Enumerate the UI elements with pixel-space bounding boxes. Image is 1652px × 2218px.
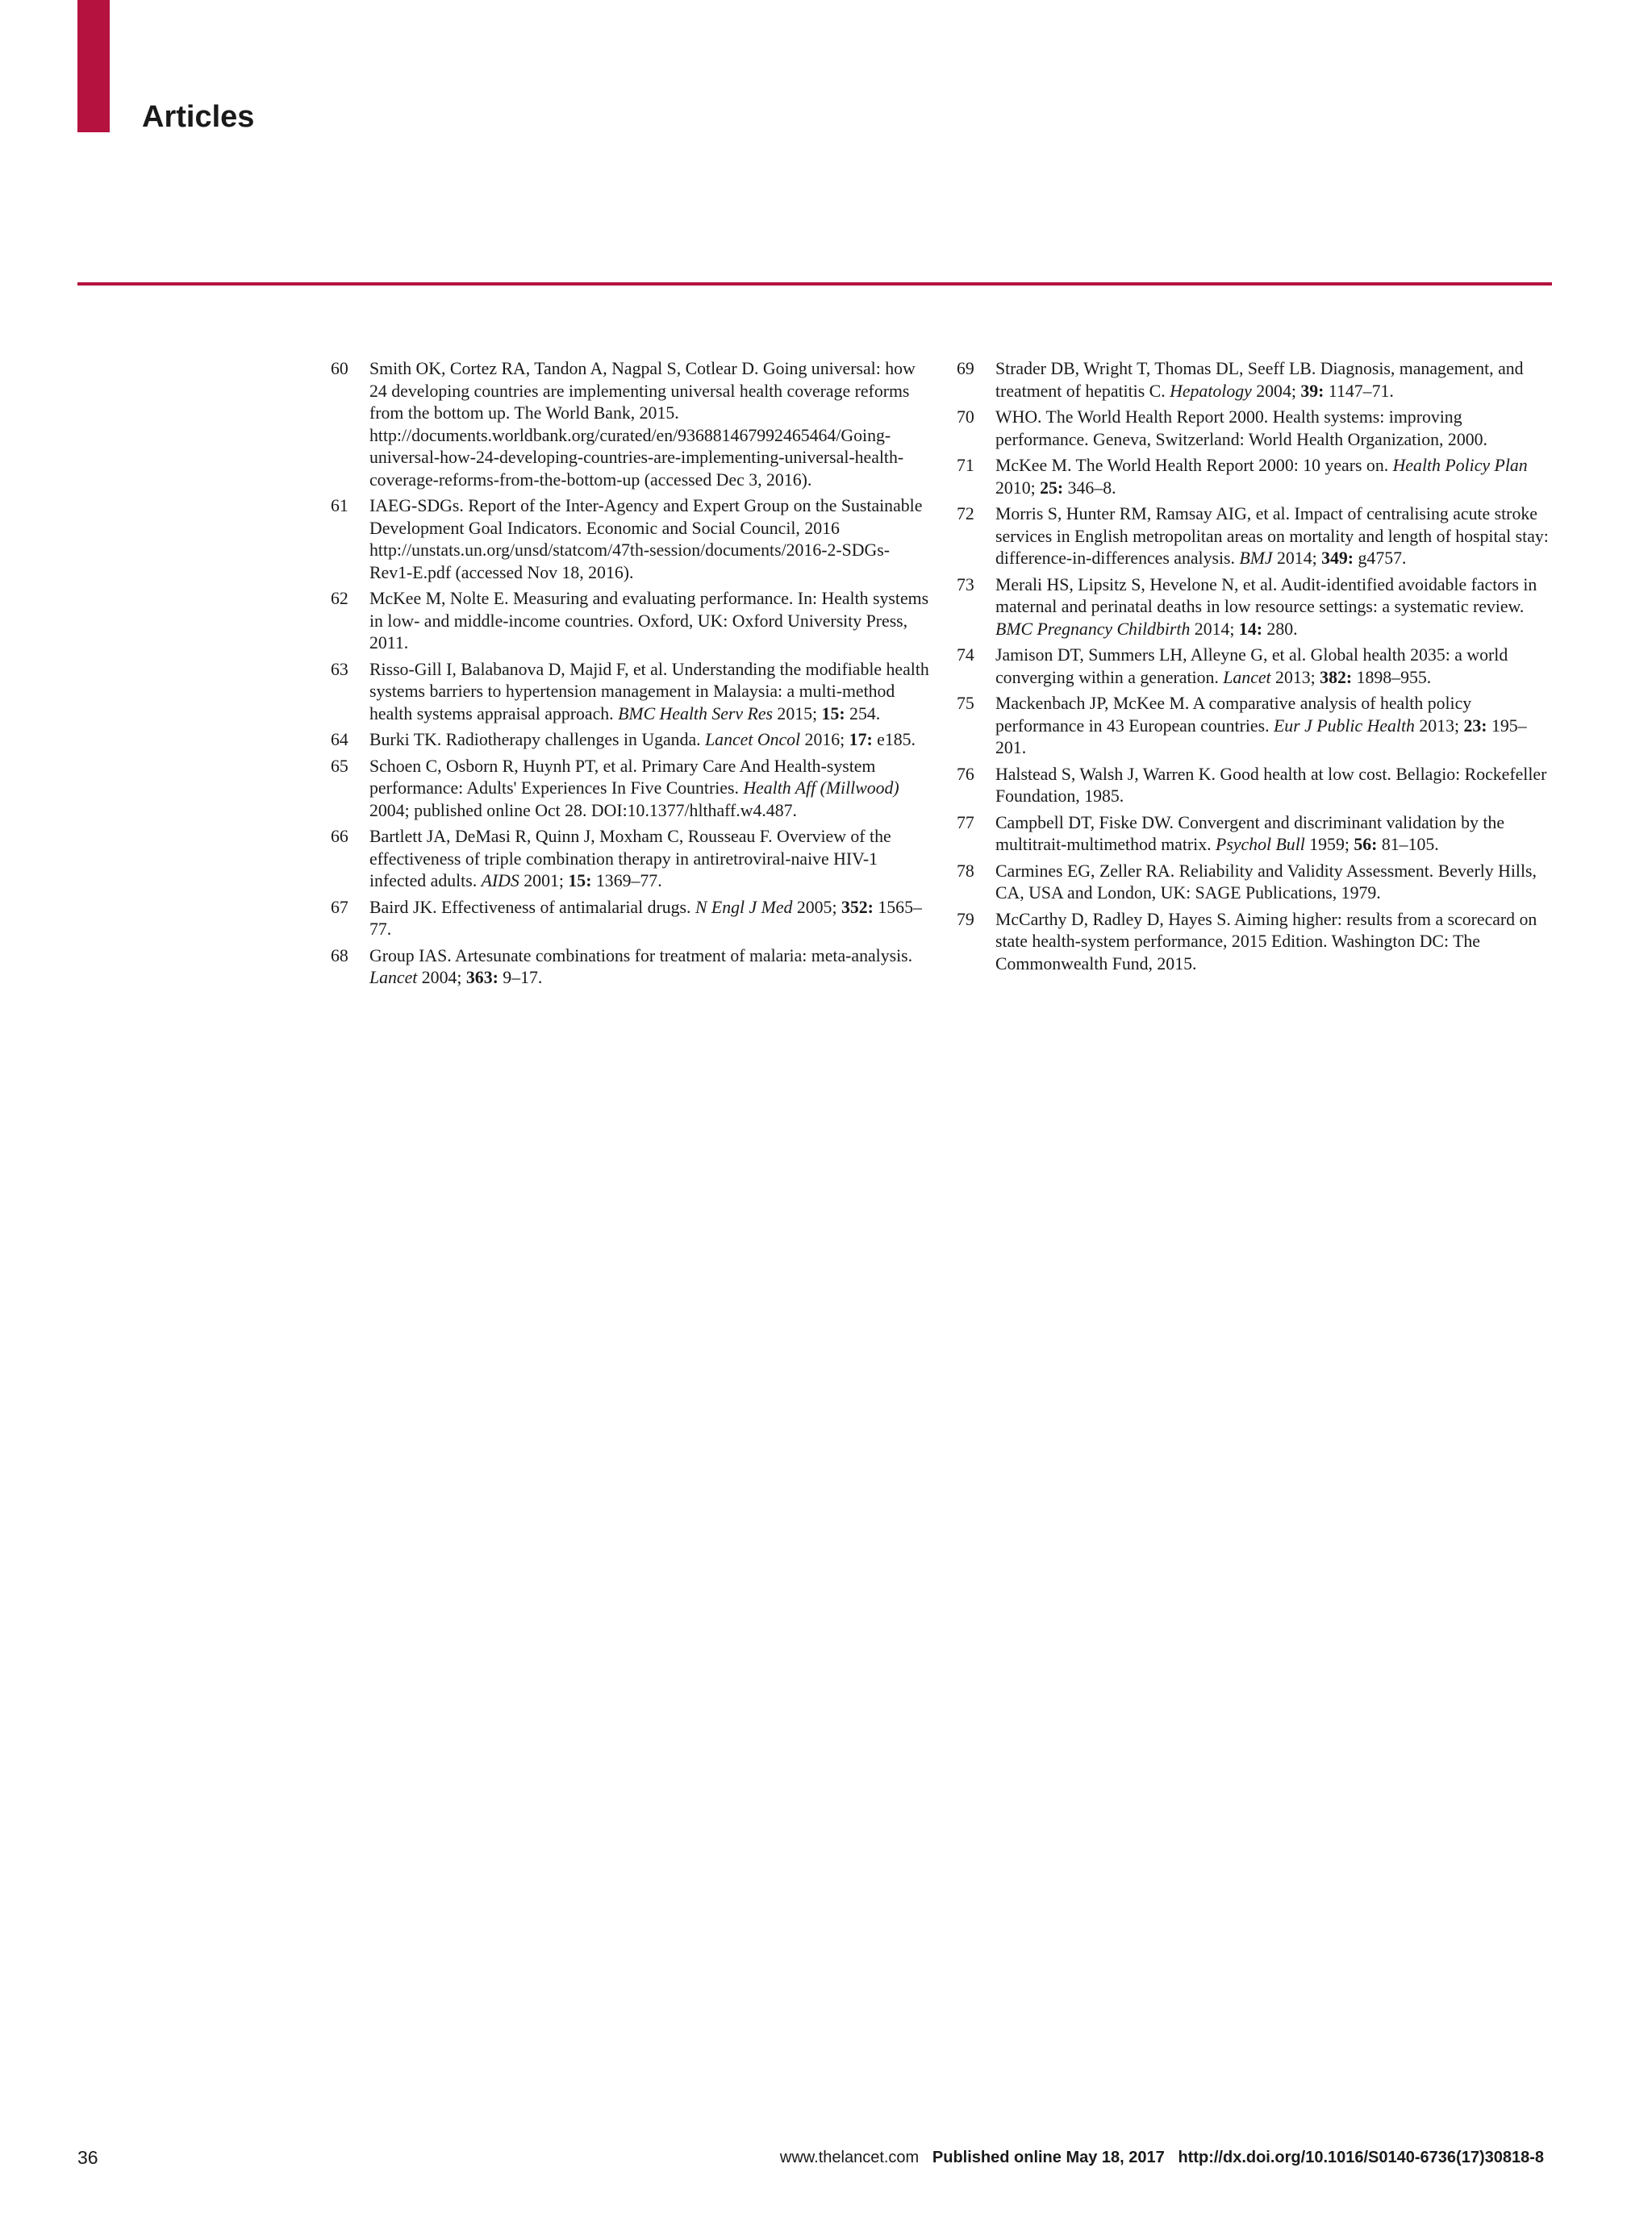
volume-number: 15:	[821, 703, 845, 723]
reference-item	[957, 644, 1555, 689]
citation-text: 2014;	[1190, 619, 1239, 639]
reference-item	[957, 574, 1555, 641]
reference-number: 79	[957, 909, 974, 929]
reference-text	[995, 764, 1555, 808]
reference-text	[995, 358, 1555, 402]
citation-text: Baird JK. Effectiveness of antimalarial drugs.	[369, 897, 695, 917]
citation-text: Schoen C, Osborn R, Huynh PT, et al. Primary Care And Health-system performance: Adults' Experiences In Five Countries.	[369, 756, 876, 798]
reference-number: 68	[331, 945, 348, 965]
reference-item	[331, 945, 929, 990]
reference-number: 72	[957, 504, 974, 523]
reference-number: 76	[957, 764, 974, 784]
citation-text: 2004; published online Oct 28. DOI:10.1377/hlthaff.w4.487.	[369, 800, 797, 820]
reference-text	[369, 659, 929, 726]
citation-text: 2016;	[800, 730, 849, 749]
reference-text	[369, 826, 929, 893]
citation-text: Group IAS. Artesunate combinations for treatment of malaria: meta-analysis.	[369, 945, 913, 965]
citation-text: 2001;	[519, 871, 569, 890]
references-left-column	[331, 358, 929, 994]
reference-number: 69	[957, 359, 974, 378]
citation-text: McKee M, Nolte E. Measuring and evaluating performance. In: Health systems in low- and middle-income countries. Oxford, UK: Oxford University Press, 2011.	[369, 589, 929, 652]
reference-text	[995, 812, 1555, 857]
journal-name: Health Aff (Millwood)	[743, 778, 899, 798]
citation-text: 81–105.	[1377, 835, 1439, 854]
citation-text: e185.	[872, 730, 916, 749]
reference-item	[957, 455, 1555, 499]
reference-text	[995, 644, 1555, 689]
journal-name: N Engl J Med	[695, 897, 793, 917]
reference-item	[957, 909, 1555, 976]
reference-text	[995, 503, 1555, 570]
reference-number: 70	[957, 407, 974, 427]
reference-item	[331, 756, 929, 823]
footer-info	[780, 2149, 1544, 2167]
journal-name: Health Policy Plan	[1392, 456, 1528, 475]
journal-name: Eur J Public Health	[1273, 715, 1415, 736]
journal-name: BMC Health Serv Res	[618, 703, 773, 723]
reference-number: 64	[331, 730, 348, 749]
reference-number: 63	[331, 659, 348, 679]
reference-number: 66	[331, 827, 348, 846]
volume-number: 23:	[1463, 715, 1487, 736]
journal-name: BMJ	[1239, 548, 1273, 568]
citation-text: 280.	[1262, 619, 1298, 639]
volume-number: 56:	[1354, 835, 1378, 854]
footer-published: Published online May 18, 2017	[932, 2149, 1165, 2166]
reference-item	[957, 764, 1555, 808]
citation-text: Mackenbach JP, McKee M. A comparative analysis of health policy performance in 43 European countries.	[995, 694, 1472, 736]
citation-text: 2013;	[1414, 715, 1464, 736]
reference-number: 73	[957, 574, 974, 594]
journal-name: Psychol Bull	[1216, 835, 1305, 854]
references-right-column	[957, 358, 1555, 979]
reference-number: 61	[331, 496, 348, 515]
journal-name: Lancet Oncol	[705, 730, 801, 749]
volume-number: 15:	[568, 871, 592, 890]
citation-text: 346–8.	[1063, 477, 1116, 498]
reference-number: 62	[331, 589, 348, 608]
reference-item	[957, 358, 1555, 402]
volume-number: 25:	[1040, 477, 1064, 498]
volume-number: 352:	[841, 897, 874, 917]
footer-doi[interactable]: http://dx.doi.org/10.1016/S0140-6736(17)30818-8	[1178, 2149, 1544, 2166]
citation-text: Carmines EG, Zeller RA. Reliability and Validity Assessment. Beverly Hills, CA, USA and London, UK: SAGE Publications, 1979.	[995, 861, 1537, 903]
journal-name: AIDS	[481, 871, 519, 890]
citation-text: 1959;	[1304, 835, 1354, 854]
volume-number: 14:	[1238, 619, 1262, 639]
citation-text: IAEG-SDGs. Report of the Inter-Agency and Expert Group on the Sustainable Development Goal Indicators. Economic and Social Council, 2016 http://unstats.un.org/unsd/statcom/47th-session/documents/2016-2-SDGs-Rev1-E.pdf (accessed Nov 18, 2016).	[369, 496, 923, 582]
reference-number: 75	[957, 694, 974, 713]
citation-text: 254.	[845, 703, 881, 723]
citation-text: Smith OK, Cortez RA, Tandon A, Nagpal S, Cotlear D. Going universal: how 24 developing countries are implementing universal health coverage reforms from the bottom up. The World Bank, 2015. http://documents.worldbank.org/curated/en/936881467992465464/Going-universal-how-24-developing-countries-are-implementing-universal-health-coverage-reforms-from-the-bottom-up (accessed Dec 3, 2016).	[369, 359, 916, 490]
reference-item	[957, 503, 1555, 570]
journal-name: Hepatology	[1170, 381, 1252, 401]
footer-website[interactable]: www.thelancet.com	[779, 2149, 920, 2166]
volume-number: 349:	[1321, 548, 1354, 568]
journal-name: BMC Pregnancy Childbirth	[995, 619, 1191, 639]
reference-number: 77	[957, 812, 974, 832]
reference-text	[995, 406, 1555, 451]
reference-item	[331, 897, 929, 941]
reference-text	[369, 495, 929, 584]
citation-text: Risso-Gill I, Balabanova D, Majid F, et al. Understanding the modifiable health systems barriers to hypertension management in Malaysia: a multi-method health systems appraisal approach.	[369, 659, 929, 723]
header-divider	[77, 282, 1552, 286]
citation-text: 1369–77.	[591, 871, 662, 890]
reference-number: 60	[331, 359, 348, 378]
citation-text: 2015;	[772, 703, 822, 723]
citation-text: 2013;	[1270, 667, 1320, 687]
volume-number: 17:	[849, 730, 873, 749]
journal-name: Lancet	[369, 968, 418, 987]
reference-number: 71	[957, 456, 974, 475]
reference-item	[331, 495, 929, 584]
reference-item	[957, 861, 1555, 905]
citation-text: Campbell DT, Fiske DW. Convergent and discriminant validation by the multitrait-multimethod matrix.	[995, 812, 1505, 854]
volume-number: 39:	[1300, 381, 1325, 401]
reference-text	[995, 455, 1555, 499]
brand-color-bar	[77, 0, 110, 132]
reference-text	[369, 358, 929, 491]
reference-text	[995, 574, 1555, 641]
reference-item	[331, 358, 929, 491]
citation-text: Morris S, Hunter RM, Ramsay AIG, et al. Impact of centralising acute stroke services in English metropolitan areas on mortality and length of hospital stay: difference-in-differences analysis.	[995, 504, 1549, 568]
citation-text: Strader DB, Wright T, Thomas DL, Seeff LB. Diagnosis, management, and treatment of hepatitis C.	[995, 359, 1524, 401]
citation-text: WHO. The World Health Report 2000. Health systems: improving performance. Geneva, Switzerland: World Health Organization, 2000.	[995, 407, 1487, 449]
reference-item	[957, 406, 1555, 451]
citation-text: 9–17.	[498, 968, 543, 987]
reference-text	[369, 897, 929, 941]
citation-text: 195–201.	[995, 715, 1527, 757]
citation-text: Jamison DT, Summers LH, Alleyne G, et al. Global health 2035: a world converging within a generation.	[995, 645, 1508, 687]
citation-text: Halstead S, Walsh J, Warren K. Good health at low cost. Bellagio: Rockefeller Foundation, 1985.	[995, 764, 1547, 806]
reference-number: 67	[331, 897, 348, 917]
reference-text	[995, 861, 1555, 905]
citation-text: 2010;	[995, 477, 1041, 498]
citation-text: Merali HS, Lipsitz S, Hevelone N, et al. Audit-identified avoidable factors in maternal and perinatal deaths in low resource settings: a systematic review.	[995, 574, 1537, 616]
reference-text	[995, 909, 1555, 976]
reference-item	[957, 693, 1555, 760]
reference-item	[331, 826, 929, 893]
citation-text: g4757.	[1354, 548, 1407, 568]
reference-item	[331, 729, 929, 752]
reference-item	[957, 812, 1555, 857]
reference-text	[369, 945, 929, 990]
citation-text: 2005;	[792, 897, 841, 917]
reference-text	[995, 693, 1555, 760]
reference-number: 74	[957, 645, 974, 665]
section-label: Articles	[142, 100, 255, 134]
citation-text: 2014;	[1272, 548, 1322, 568]
reference-number: 78	[957, 861, 974, 881]
citation-text: 2004;	[1251, 381, 1301, 401]
reference-item	[331, 659, 929, 726]
volume-number: 382:	[1320, 667, 1353, 687]
reference-item	[331, 588, 929, 655]
reference-text	[369, 588, 929, 655]
citation-text: 2004;	[417, 968, 466, 987]
reference-text	[369, 756, 929, 823]
citation-text: McKee M. The World Health Report 2000: 10 years on.	[995, 456, 1393, 475]
citation-text: Burki TK. Radiotherapy challenges in Uganda.	[369, 730, 706, 749]
journal-name: Lancet	[1223, 667, 1271, 687]
page-number: 36	[77, 2147, 98, 2168]
citation-text: Bartlett JA, DeMasi R, Quinn J, Moxham C, Rousseau F. Overview of the effectiveness of triple combination therapy in antiretroviral-naive HIV-1 infected adults.	[369, 827, 891, 890]
reference-text	[369, 729, 929, 752]
citation-text: McCarthy D, Radley D, Hayes S. Aiming higher: results from a scorecard on state health-system performance, 2015 Edition. Washington DC: The Commonwealth Fund, 2015.	[995, 909, 1537, 974]
citation-text: 1898–955.	[1352, 667, 1432, 687]
citation-text: 1147–71.	[1324, 381, 1394, 401]
volume-number: 363:	[465, 968, 499, 987]
citation-text: 1565–77.	[369, 897, 922, 939]
reference-number: 65	[331, 756, 348, 776]
